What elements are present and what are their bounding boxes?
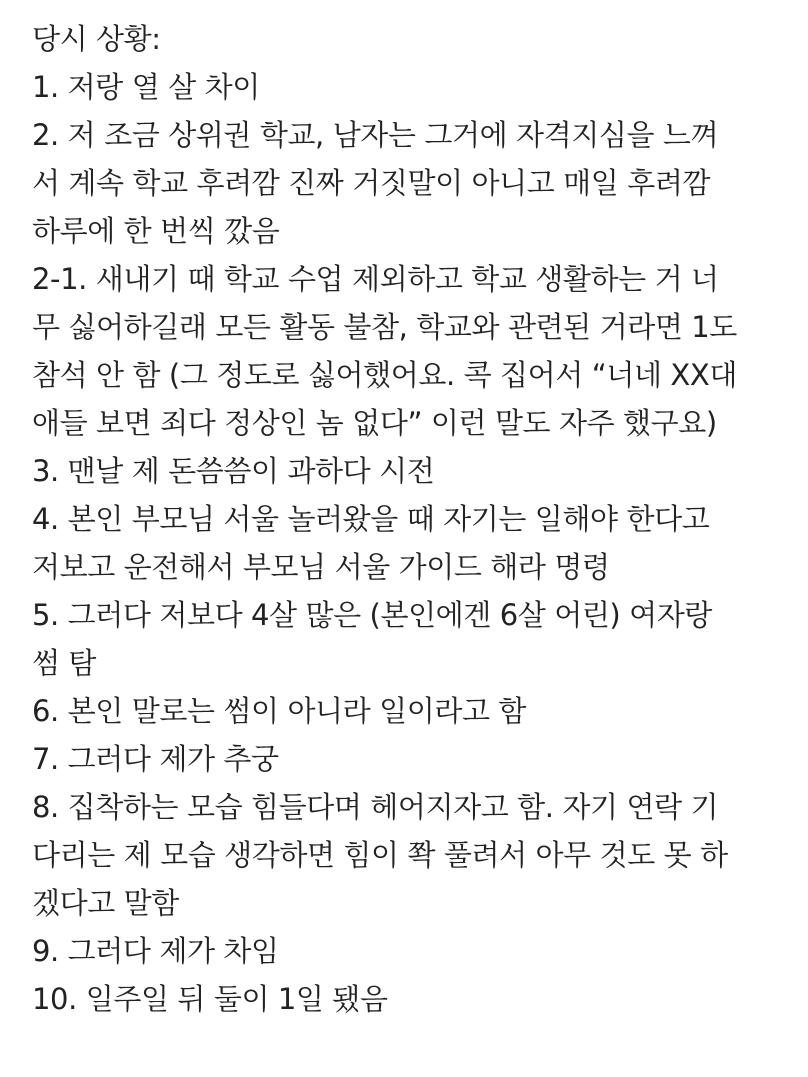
text-line: 6. 본인 말로는 썸이 아니라 일이라고 함: [32, 694, 526, 728]
text-line: 썸 탐: [32, 646, 97, 680]
text-line: 참석 안 함 (그 정도로 싫어했어요. 콕 집어서 “너네 XX대: [32, 358, 737, 392]
text-line: 겠다고 말함: [32, 886, 179, 920]
text-line: 저보고 운전해서 부모님 서울 가이드 해라 명령: [32, 550, 610, 584]
heading-line: 당시 상황:: [32, 22, 161, 56]
text-line: 5. 그러다 저보다 4살 많은 (본인에겐 6살 어린) 여자랑: [32, 598, 713, 632]
text-line: 4. 본인 부모님 서울 놀러왔을 때 자기는 일해야 한다고: [32, 502, 710, 536]
text-line: 7. 그러다 제가 추궁: [32, 742, 279, 776]
text-line: 애들 보면 죄다 정상인 놈 없다” 이런 말도 자주 했구요): [32, 406, 717, 440]
text-line: 9. 그러다 제가 차임: [32, 934, 279, 968]
text-line: 다리는 제 모습 생각하면 힘이 쫙 풀려서 아무 것도 못 하: [32, 838, 728, 872]
text-line: 3. 맨날 제 돈씀씀이 과하다 시전: [32, 454, 435, 488]
text-line: 2-1. 새내기 때 학교 수업 제외하고 학교 생활하는 거 너: [32, 262, 719, 296]
text-line: 10. 일주일 뒤 둘이 1일 됐음: [32, 982, 388, 1016]
text-line: 2. 저 조금 상위권 학교, 남자는 그거에 자격지심을 느껴: [32, 118, 719, 152]
text-line: 서 계속 학교 후려깜 진짜 거짓말이 아니고 매일 후려깜: [32, 166, 711, 200]
text-line: 무 싫어하길래 모든 활동 불참, 학교와 관련된 거라면 1도: [32, 310, 737, 344]
text-line: 1. 저랑 열 살 차이: [32, 70, 260, 104]
text-line: 8. 집착하는 모습 힘들다며 헤어지자고 함. 자기 연락 기: [32, 790, 719, 824]
text-line: 하루에 한 번씩 깠음: [32, 214, 280, 248]
